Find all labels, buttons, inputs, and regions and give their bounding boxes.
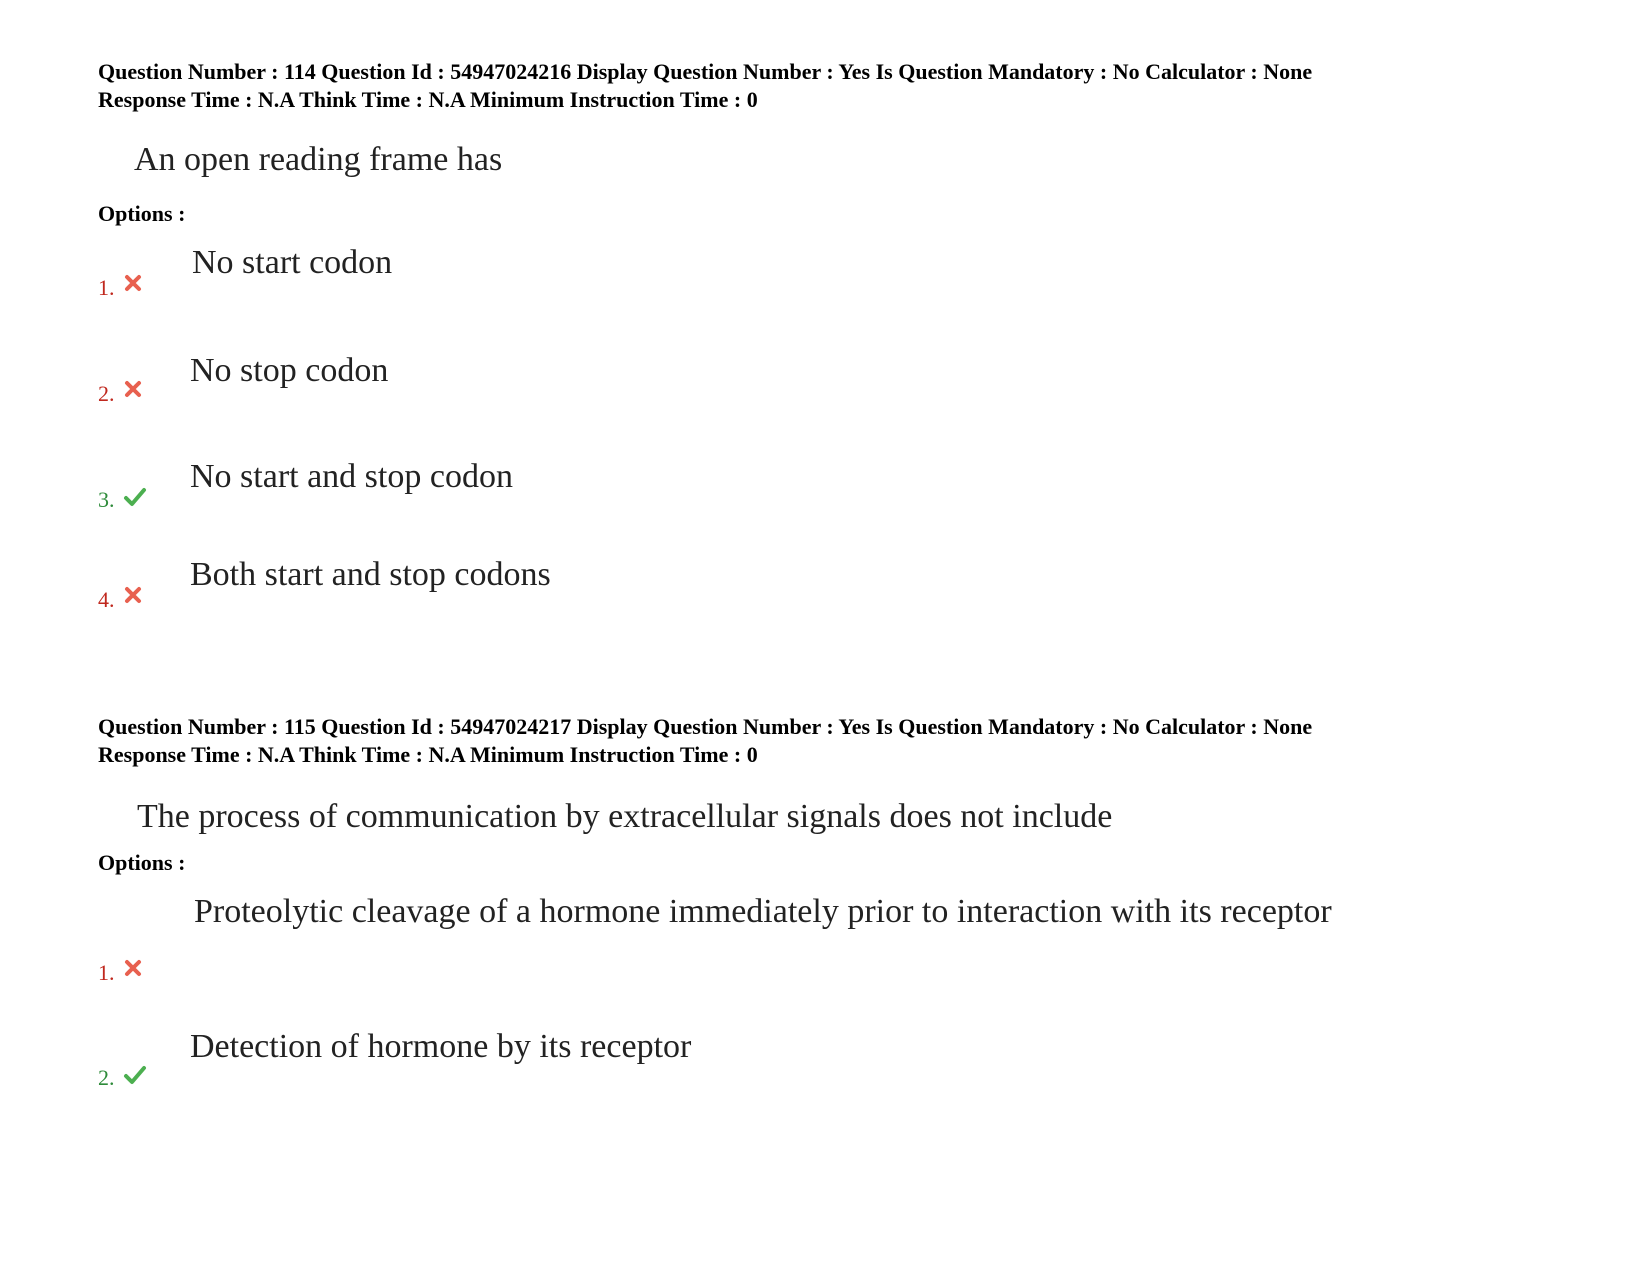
option-number: 1.	[98, 275, 115, 300]
question-meta-line1: Question Number : 115 Question Id : 54947024217 Display Question Number : Yes Is Question Mandatory : No Calculator : None	[98, 714, 1313, 739]
option-1	[98, 891, 1598, 1026]
option-number-wrong	[98, 961, 143, 985]
option-number: 2.	[98, 1065, 115, 1090]
option-text: No start codon	[192, 244, 393, 281]
option-number-wrong	[98, 276, 143, 300]
option-1	[98, 242, 1598, 348]
option-4	[98, 556, 1598, 666]
question-stem: The process of communication by extracellular signals does not include	[137, 798, 1113, 835]
option-number-correct	[98, 488, 147, 512]
check-icon	[123, 487, 147, 507]
option-number: 4.	[98, 587, 115, 612]
option-number: 3.	[98, 487, 115, 512]
cross-icon	[123, 585, 143, 605]
options-label: Options :	[98, 201, 186, 226]
option-number: 1.	[98, 960, 115, 985]
option-number-wrong	[98, 588, 143, 612]
options-label: Options :	[98, 850, 186, 875]
option-text: Both start and stop codons	[190, 556, 551, 593]
cross-icon	[123, 958, 143, 978]
option-2	[98, 1026, 1598, 1132]
option-text: No stop codon	[190, 352, 389, 389]
option-text: Proteolytic cleavage of a hormone immediately prior to interaction with its receptor	[194, 893, 1332, 930]
cross-icon	[123, 273, 143, 293]
question-meta-line2: Response Time : N.A Think Time : N.A Minimum Instruction Time : 0	[98, 742, 758, 767]
question-meta-line2: Response Time : N.A Think Time : N.A Minimum Instruction Time : 0	[98, 87, 758, 112]
question-114	[98, 58, 1598, 666]
check-icon	[123, 1065, 147, 1085]
question-115	[98, 713, 1598, 1132]
question-stem: An open reading frame has	[134, 141, 503, 178]
option-number: 2.	[98, 381, 115, 406]
option-2	[98, 348, 1598, 454]
option-number-wrong	[98, 382, 143, 406]
question-meta-line1: Question Number : 114 Question Id : 54947024216 Display Question Number : Yes Is Question Mandatory : No Calculator : None	[98, 59, 1313, 84]
option-3	[98, 454, 1598, 560]
option-text: No start and stop codon	[190, 458, 513, 495]
option-text: Detection of hormone by its receptor	[190, 1028, 692, 1065]
cross-icon	[123, 379, 143, 399]
option-number-correct	[98, 1066, 147, 1090]
